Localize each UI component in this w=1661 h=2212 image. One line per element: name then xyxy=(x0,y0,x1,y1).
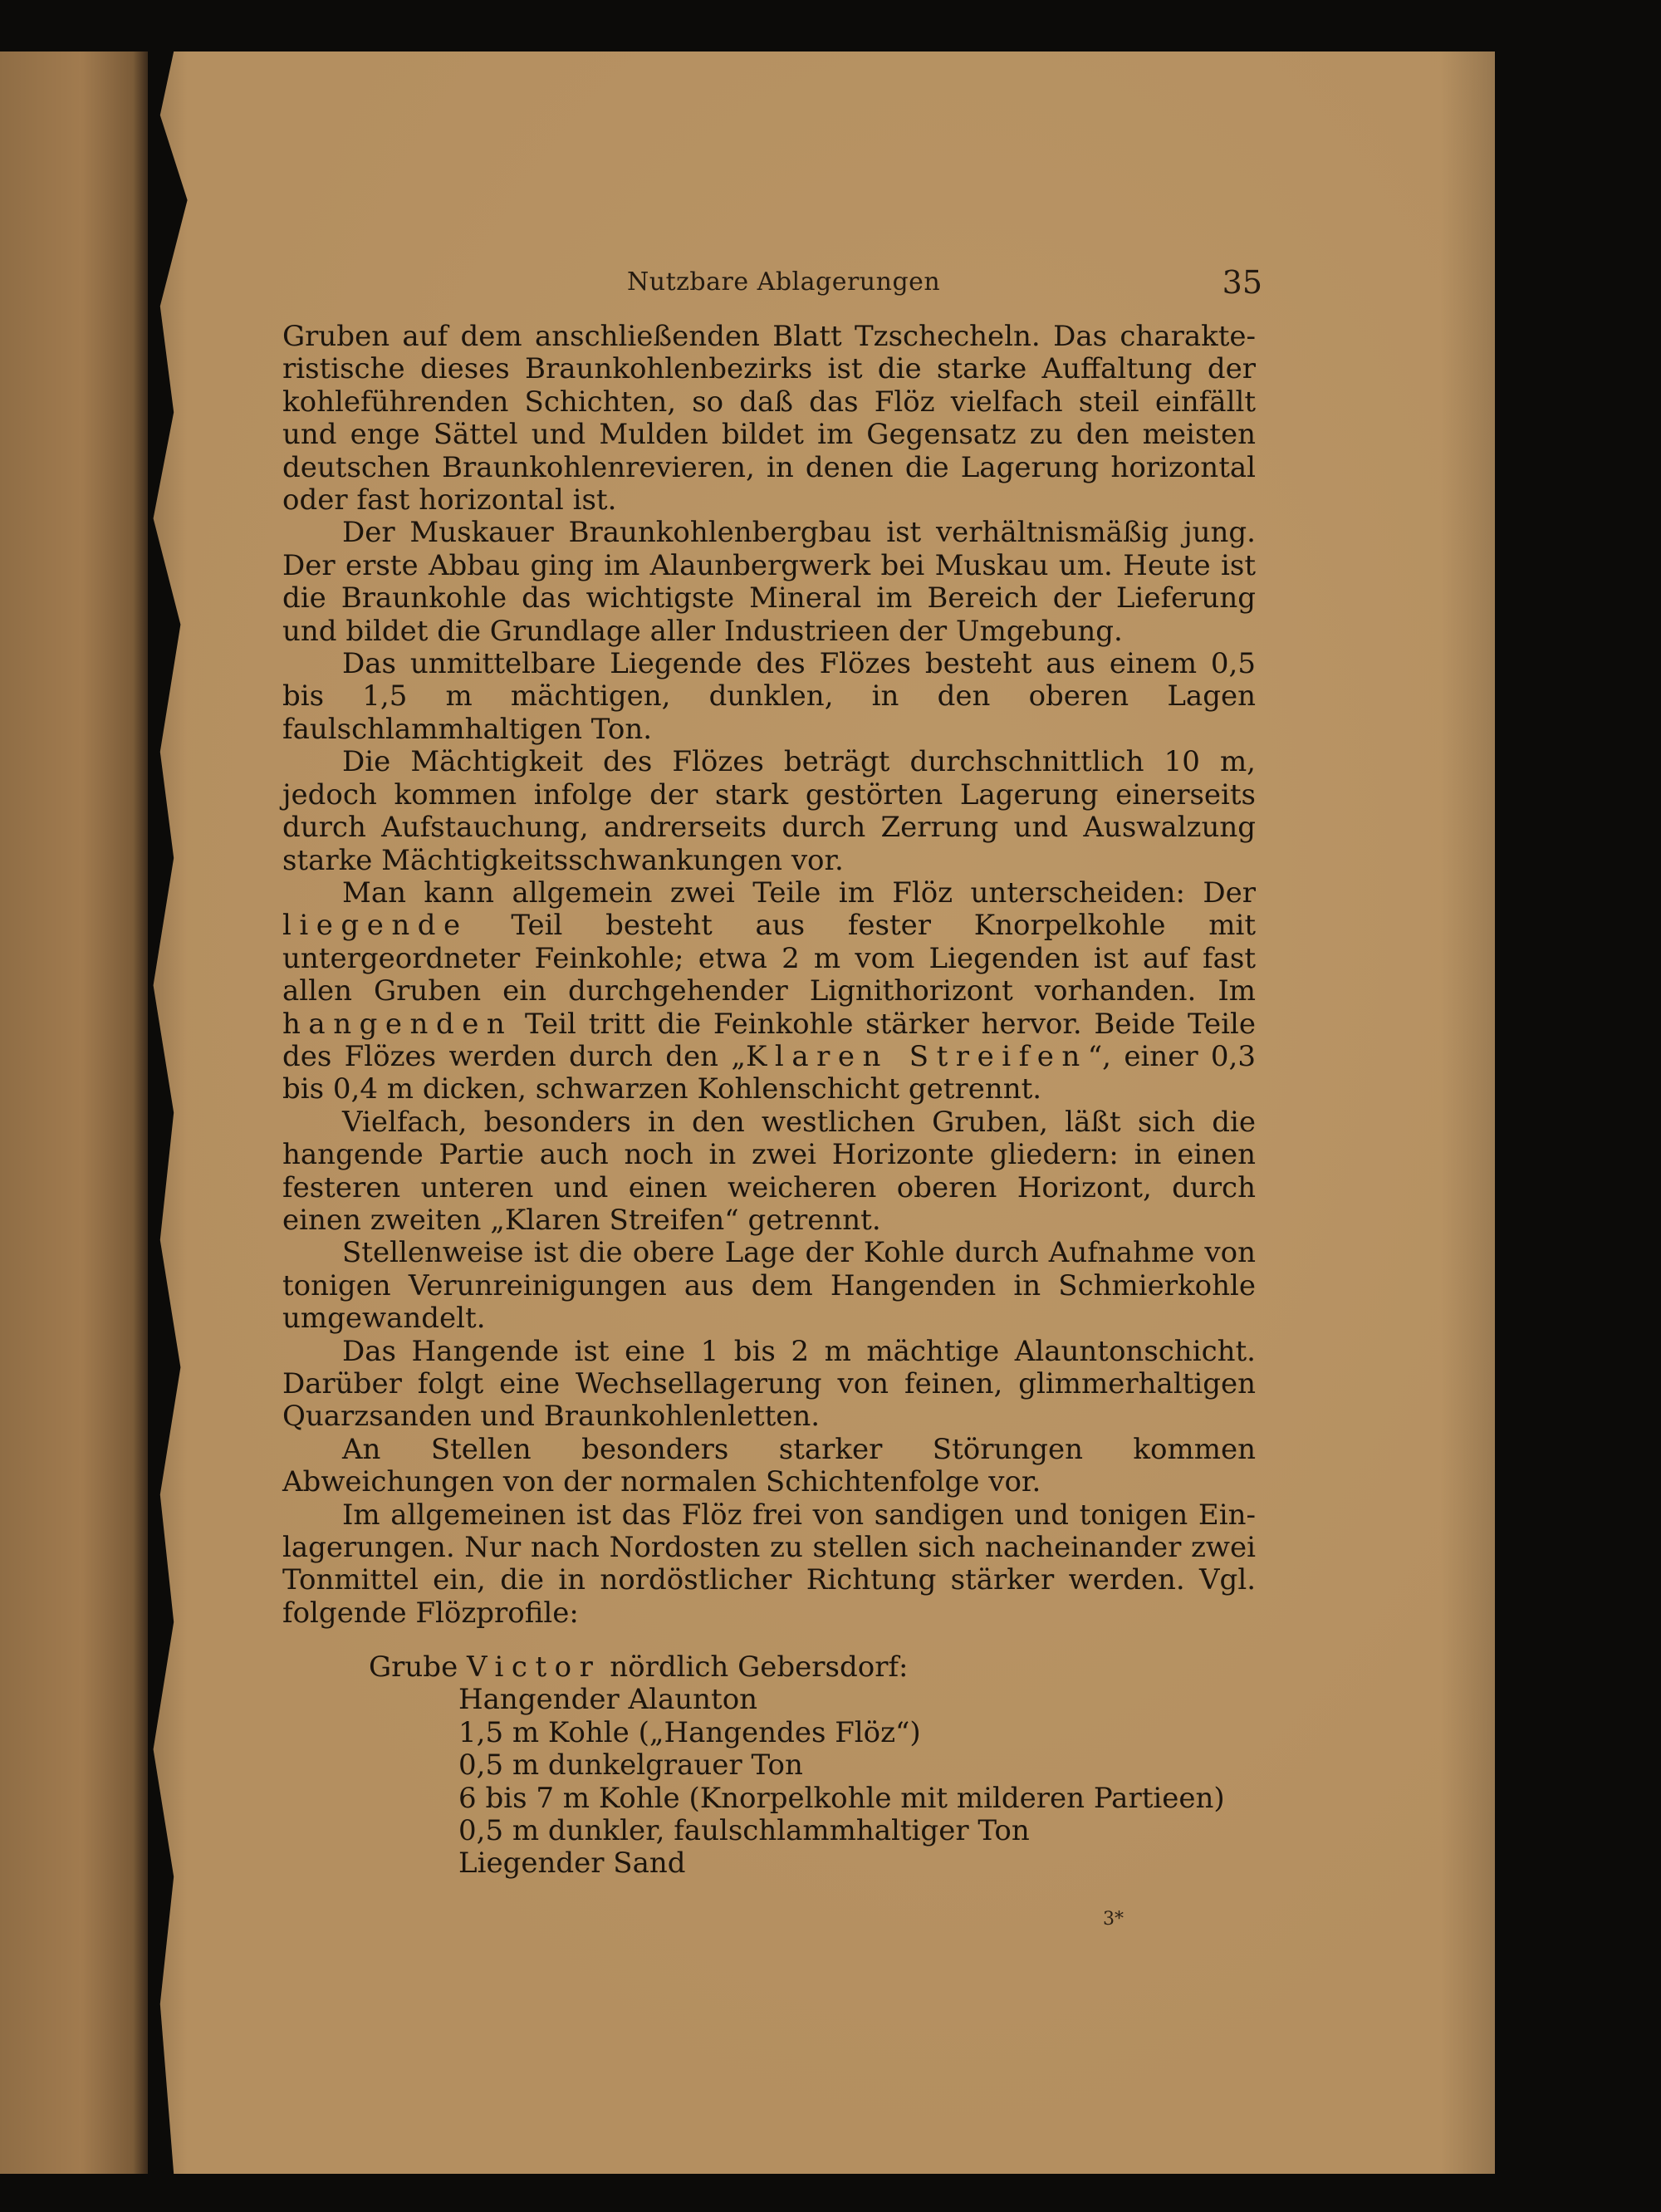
text-run: “, einer 0,3 bis 0,4 m dicken, schwarzen Kohlenschicht getrennt. xyxy=(282,1039,1256,1106)
profile-layer: 6 bis 7 m Kohle (Knorpelkohle mit milderen Partieen) xyxy=(458,1781,1225,1815)
paragraph: Im allgemeinen ist das Flöz frei von sandigen und tonigen Einlagerungen. Nur nach Nordosten zu stellen sich nacheinander zwei Tonmittel ein, die in nordöstlicher Richtung stärker werden. Vgl. folgende Flözprofile: xyxy=(282,1498,1256,1630)
page-header xyxy=(282,264,1262,306)
paragraph: Das Hangende ist eine 1 bis 2 m mächtige Alauntonschicht. Darüber folgt eine Wechsellagerung von feinen, glimmerhaltigen Quarzsanden und Braunkohlenletten. xyxy=(282,1334,1256,1434)
text-run: Grube xyxy=(369,1650,468,1684)
text-run: Teil tritt die Feinkohle stärker hervor. Beide Teile des Flözes werden durch den „ xyxy=(282,1007,1256,1073)
signature-mark: 3* xyxy=(1103,1909,1124,1930)
seam-profile xyxy=(369,1651,1282,1881)
paragraph: Gruben auf dem anschließenden Blatt Tzschecheln. Das charakteristische dieses Braunkohlenbezirks ist die starke Auffaltung der kohleführenden Schichten, so daß das Flöz vielfach steil einfällt und enge Sättel und Mulden bildet im Gegensatz zu den meisten deutschen Braunkohlenrevieren, in denen die Lagerung horizontal oder fast horizontal ist. xyxy=(282,320,1256,517)
spaced-term: hangenden xyxy=(282,1007,513,1041)
previous-page-edge xyxy=(0,51,148,2174)
spaced-term: Klaren Streifen xyxy=(746,1039,1088,1073)
paragraph: Stellenweise ist die obere Lage der Kohle durch Aufnahme von tonigen Verunreinigungen aus dem Hangenden in Schmierkohle umgewandelt. xyxy=(282,1236,1256,1336)
profile-layer: 0,5 m dunkelgrauer Ton xyxy=(458,1749,803,1783)
paragraph: Das unmittelbare Liegende des Flözes besteht aus einem 0,5 bis 1,5 m mächtigen, dunklen, in den oberen Lagen faulschlammhaltigen Ton. xyxy=(282,647,1256,746)
paragraph: An Stellen besonders starker Störungen kommen Abweichungen von der normalen Schichtenfolge vor. xyxy=(282,1432,1256,1499)
profile-layer: Liegender Sand xyxy=(458,1847,686,1881)
profile-title xyxy=(369,1651,1282,1684)
spaced-term: liegende xyxy=(282,909,468,943)
paragraph: Die Mächtigkeit des Flözes beträgt durchschnittlich 10 m, jedoch kommen infolge der stark gestörten Lagerung einerseits durch Aufstauchung, andrerseits durch Zerrung und Auswalzung starke Mächtigkeitsschwankungen vor. xyxy=(282,745,1256,877)
text-run: Man kann allgemein zwei Teile im Flöz unterscheiden: Der xyxy=(342,875,1256,910)
paragraph: Der Muskauer Braunkohlenbergbau ist verhältnismäßig jung. Der erste Abbau ging im Alaunbergwerk bei Muskau um. Heute ist die Braunkohle das wichtigste Mineral im Bereich der Lieferung und bildet die Grundlage aller Industrieen der Umgebung. xyxy=(282,516,1256,648)
running-title: Nutzbare Ablagerungen xyxy=(627,267,941,297)
text-run: Teil besteht aus fester Knorpelkohle mit untergeordneter Feinkohle; etwa 2 m vom Liegenden ist auf fast allen Gruben ein durchgehender Lignithorizont vorhanden. Im xyxy=(282,909,1256,1008)
profile-layer: 1,5 m Kohle („Hangendes Flöz“) xyxy=(458,1715,921,1749)
paragraph xyxy=(282,877,1256,1106)
body-text xyxy=(282,321,1256,1630)
mine-name: Victor xyxy=(467,1650,601,1684)
text-run: nördlich Gebersdorf: xyxy=(600,1650,909,1684)
profile-layers xyxy=(369,1684,1282,1880)
profile-layer: Hangender Alaunton xyxy=(458,1683,758,1717)
profile-layer: 0,5 m dunkler, faulschlammhaltiger Ton xyxy=(458,1814,1030,1848)
paragraph: Vielfach, besonders in den westlichen Gruben, läßt sich die hangende Partie auch noch in zwei Horizonte gliedern: in einen festeren unteren und einen weicheren oberen Horizont, durch einen zweiten „Klaren Streifen“ getrennt. xyxy=(282,1105,1256,1237)
page-number: 35 xyxy=(1222,264,1262,301)
